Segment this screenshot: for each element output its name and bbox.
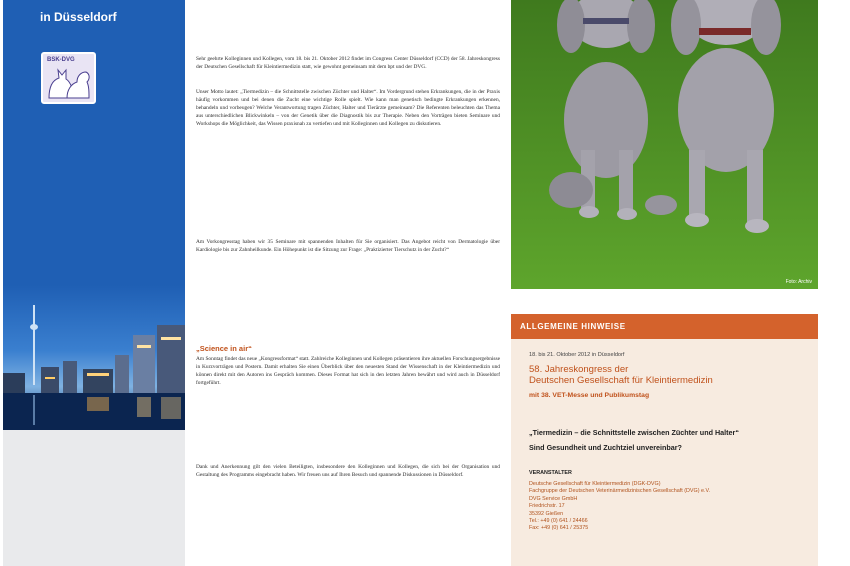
motto-line: Sind Gesundheit und Zuchtziel unvereinbar? bbox=[529, 442, 682, 452]
motto-line: „Tiermedizin – die Schnittstelle zwischen Züchter und Halter“ bbox=[529, 428, 739, 437]
photo-credit: Foto: Archiv bbox=[785, 279, 812, 285]
article-paragraph: Am Sonntag findet das neue „Kongressformat“ statt. Zahlreiche Kolleginnen und Kollegen präsentieren ihre aktuellen Forschungsergebnisse in Kurzvorträgen und Postern. Damit erhalten Sie einen Überblick über den neuesten Stand der Wissenschaft in der Kleintiermedizin und können direkt mit den Autoren ins Gespräch kommen. Dieses Format hat sich in den letzten Jahren bewährt und wird auch in Düsseldorf fortgeführt. bbox=[196, 356, 500, 386]
congress-title-line: Deutschen Gesellschaft für Kleintiermedizin bbox=[529, 375, 713, 386]
skyline-image bbox=[3, 285, 185, 430]
city-label: in Düsseldorf bbox=[40, 10, 117, 24]
event-date: 18. bis 21. Oktober 2012 in Düsseldorf bbox=[529, 352, 625, 358]
article-paragraph: Am Vorkongresstag haben wir 35 Seminare mit spannenden Inhalten für Sie organisiert. Das Angebot reicht von Dermatologie über Kardiologie bis zur Zahnheilkunde. Ein Höhepunkt ist die Sitzung zur Frage: „Praktizierter Tierschutz in der Zucht?“ bbox=[196, 239, 500, 253]
article-subheading: „Science in air“ bbox=[196, 344, 252, 353]
article-paragraph: Sehr geehrte Kolleginnen und Kollegen, vom 18. bis 21. Oktober 2012 findet im Congress Center Düsseldorf (CCD) der 58. Jahreskongress der Deutschen Gesellschaft für Kleintiermedizin statt, wie gewohnt gemeinsam mit dem bpt und der DVG. bbox=[196, 56, 500, 70]
congress-title bbox=[529, 364, 799, 386]
congress-motto bbox=[529, 428, 814, 457]
congress-title-line: 58. Jahreskongress der bbox=[529, 364, 629, 375]
info-box-header bbox=[511, 314, 818, 339]
organization-logo bbox=[41, 52, 96, 104]
article-paragraph: Unser Motto lautet: „Tiermedizin – die Schnittstelle zwischen Züchter und Halter“. Im Vordergrund stehen Erkrankungen, die in der Praxis häufig vorkommen und bei denen die Zucht eine wichtige Rolle spielt. Wie kann man genetisch bedingte Erkrankungen erkennen, behandeln und vorbeugen? Welche Verantwortung tragen Züchter, Halter und Tierärzte gemeinsam? Die Referenten beleuchten das Thema aus unterschiedlichen Blickwinkeln – von der Genetik über die Diagnostik bis zur Therapie. Neben den Vorträgen bieten Seminare und Workshops die Möglichkeit, das Wissen praxisnah zu vertiefen und mit Kolleginnen und Kollegen zu diskutieren. bbox=[196, 89, 500, 127]
congress-subtitle: mit 38. VET-Messe und Publikumstag bbox=[529, 392, 650, 399]
contact-line: Friedrichstr. 17 bbox=[529, 503, 565, 510]
article-paragraph: Dank und Anerkennung gilt den vielen Beteiligten, insbesondere den Kolleginnen und Kollegen, die sich bei der Organisation und Gestaltung des Programms eingebracht haben. Wir freuen uns auf Ihren Besuch und spannende Diskussionen in Düsseldorf. bbox=[196, 464, 500, 478]
contact-line: Fachgruppe der Deutschen Veterinärmedizinischen Gesellschaft (DVG) e.V. bbox=[529, 488, 711, 495]
puppies-photo bbox=[511, 0, 818, 289]
contact-line: 35392 Gießen bbox=[529, 510, 564, 517]
sidebar-bottom-panel bbox=[3, 430, 185, 566]
cat-dog-icon bbox=[43, 54, 94, 102]
info-box-heading: ALLGEMEINE HINWEISE bbox=[520, 322, 626, 331]
logo-text: BSK-DVG bbox=[47, 57, 75, 63]
contact-line: Fax: +49 (0) 641 / 25375 bbox=[529, 525, 589, 532]
general-info-box bbox=[511, 314, 818, 566]
article-column bbox=[196, 0, 500, 566]
organizer-contact bbox=[529, 481, 814, 533]
contact-line: Tel.: +49 (0) 641 / 24466 bbox=[529, 518, 588, 525]
contact-line: Deutsche Gesellschaft für Kleintiermedizin (DGK-DVG) bbox=[529, 481, 661, 487]
organizer-heading: VERANSTALTER bbox=[529, 470, 572, 476]
contact-line: DVG Service GmbH bbox=[529, 495, 578, 502]
